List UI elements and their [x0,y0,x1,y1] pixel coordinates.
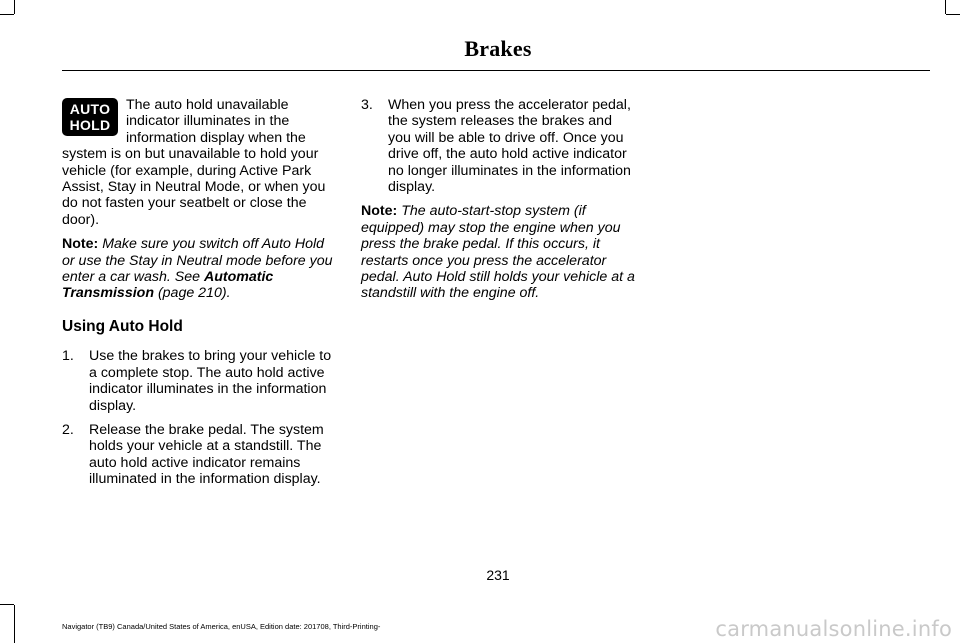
note-label: Note: [62,236,99,253]
crop-mark-top-left-vertical [14,0,15,14]
auto-hold-icon [62,98,118,136]
step-text: Release the brake pedal. The system holds your vehicle at a standstill. The auto hold active indicator remains illuminated in the information display. [89,421,324,488]
crop-mark-top-left-horizontal [0,14,14,15]
crop-mark-bottom-left-vertical [14,605,15,643]
steps-list-continued [361,97,637,195]
step-number: 2. [62,421,74,438]
list-item [361,97,637,195]
step-text: Use the brakes to bring your vehicle to a complete stop. The auto hold active indicator illuminates in the information display. [89,348,332,414]
crop-mark-bottom-left-horizontal [0,604,14,605]
note-label: Note: [361,203,398,220]
cross-reference-link[interactable]: Automatic Transmission [62,269,274,302]
footer-edition-info: Navigator (TB9) Canada/United States of America, enUSA, Edition date: 201708, Third-Printing- [62,622,381,631]
intro-paragraph: The auto hold unavailable indicator illuminates in the information display when the system is on but unavailable to hold your vehicle (for example, during Active Park Assist, Stay in Neutral Mode, or when you do not fasten your seatbelt or close the door). [62,97,326,228]
list-item [62,348,338,414]
note-text: Make sure you switch off Auto Hold or use the Stay in Neutral mode before you enter a car wash. See [62,236,333,286]
left-column [62,97,338,496]
page-number: 231 [486,567,510,583]
watermark: carmanualsonline.info [715,617,952,641]
crop-mark-top-right-vertical [945,0,946,14]
step-text: When you press the accelerator pedal, the system releases the brakes and you will be able to drive off. Once you drive off, the auto hold active indicator no longer illuminates in the information display. [388,97,631,196]
right-column [361,97,637,310]
page-reference: (page 210). [154,285,231,302]
step-number: 3. [361,97,373,113]
note-text: The auto-start-stop system (if equipped) may stop the engine when you press the brake pedal. If this occurs, it restarts once you press the accelerator pedal. Auto Hold still holds your vehicle at a standstill with the engine off. [361,203,635,302]
step-number: 1. [62,348,74,365]
note-paragraph [361,203,637,301]
auto-hold-icon-line2: HOLD [69,117,111,133]
page-title: Brakes [464,36,532,61]
steps-list [62,348,338,487]
list-item [62,422,338,488]
header-divider [62,70,930,71]
crop-mark-top-right-horizontal [946,14,960,15]
section-heading: Using Auto Hold [62,317,183,335]
auto-hold-icon-line1: AUTO [69,101,111,117]
note-paragraph [62,236,338,302]
